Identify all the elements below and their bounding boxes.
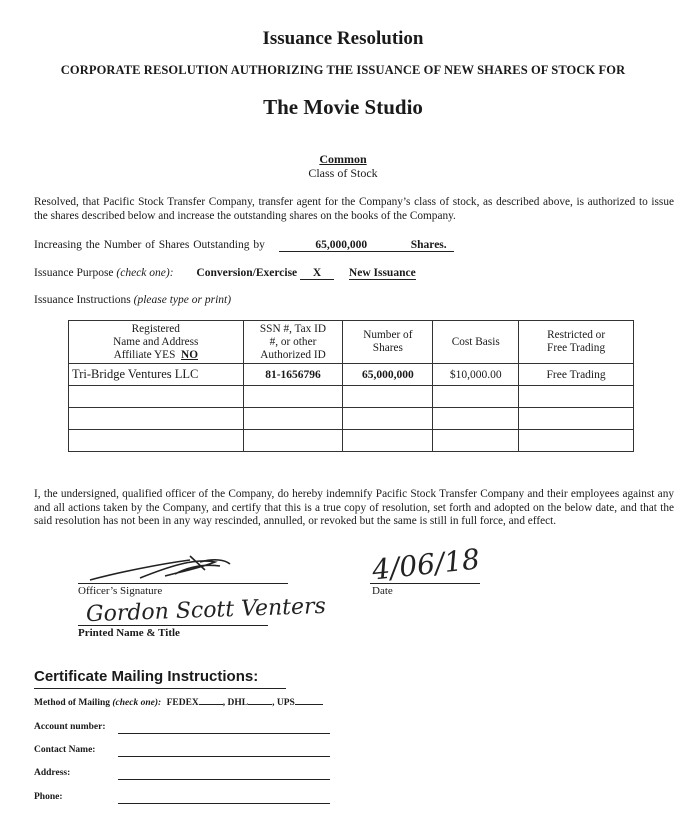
increase-label: Increasing the Number of Shares Outstanding by: [34, 239, 265, 251]
header-registered: Registered Name and Address Affiliate YES NO: [69, 321, 244, 364]
account-number-field[interactable]: [118, 733, 330, 734]
purpose-conversion-mark: X: [300, 267, 334, 280]
address-label: Address:: [34, 768, 71, 778]
officer-signature-line: [78, 583, 288, 584]
purpose-line: [34, 267, 416, 280]
table-row-empty: [69, 430, 634, 452]
contact-name-label: Contact Name:: [34, 745, 96, 755]
handwritten-date: 4/06/18: [370, 542, 482, 587]
indemnify-paragraph: I, the undersigned, qualified officer of the Company, do hereby indemnify Pacific Stock Transfer Company and their employees against any and all actions taken by the Company, and certify that this is a true copy of resolution, set forth and adopted on the below date, and that the said resolution has not been in any way rescinded, annulled, or revoked but the same is still in full force, and effect.: [34, 488, 674, 527]
purpose-label: Issuance Purpose: [34, 267, 114, 279]
phone-label: Phone:: [34, 792, 63, 802]
date-line: [370, 583, 480, 584]
issuance-table: [68, 320, 634, 452]
cell-shares: 65,000,000: [343, 364, 433, 386]
table-row: [69, 364, 634, 386]
increase-line: [34, 239, 454, 252]
cell-tax-id: 81-1656796: [243, 364, 343, 386]
increase-unit: Shares.: [404, 239, 454, 252]
stock-class-label: Class of Stock: [308, 166, 378, 180]
officer-signature-label: Officer’s Signature: [78, 585, 163, 597]
cell-name: Tri-Bridge Ventures LLC: [69, 364, 244, 386]
cell-cost-basis: $10,000.00: [433, 364, 519, 386]
table-row-empty: [69, 408, 634, 430]
stock-class: Common: [319, 152, 367, 166]
document-title: Issuance Resolution: [262, 28, 424, 49]
account-number-label: Account number:: [34, 722, 106, 732]
address-field[interactable]: [118, 779, 330, 780]
table-header-row: [69, 321, 634, 364]
resolution-subtitle: CORPORATE RESOLUTION AUTHORIZING THE ISSUANCE OF NEW SHARES OF STOCK FOR: [60, 63, 626, 77]
contact-name-field[interactable]: [118, 756, 330, 757]
header-tax-id: SSN #, Tax ID #, or other Authorized ID: [243, 321, 343, 364]
table-row-empty: [69, 386, 634, 408]
purpose-hint: (check one):: [116, 267, 174, 279]
printed-name-line: [78, 625, 268, 626]
mailing-method-line: Method of Mailing (check one): FEDEX , DHL , UPS: [34, 698, 323, 708]
purpose-option-conversion: Conversion/Exercise: [196, 267, 298, 279]
mailing-title-underline: [34, 688, 286, 689]
handwritten-printed-name: Gordon Scott Venters: [85, 593, 327, 628]
resolution-paragraph: Resolved, that Pacific Stock Transfer Company, transfer agent for the Company’s class of stock, as described above, is authorized to issue the shares described below and increase the outstanding shares on the books of the Company.: [34, 196, 674, 222]
purpose-option-new: New Issuance: [348, 267, 416, 279]
date-label: Date: [372, 585, 393, 597]
instructions-hint: (please type or print): [133, 294, 232, 306]
instructions-line: [34, 294, 231, 306]
phone-field[interactable]: [118, 803, 330, 804]
cell-trading: Free Trading: [519, 364, 634, 386]
increase-value: 65,000,000: [279, 239, 404, 252]
instructions-label: Issuance Instructions: [34, 294, 131, 306]
header-cost-basis: Cost Basis: [433, 321, 519, 364]
officer-signature-scribble: [80, 552, 300, 586]
mailing-title: Certificate Mailing Instructions:: [34, 668, 259, 685]
printed-name-label: Printed Name & Title: [78, 627, 180, 639]
header-trading: Restricted or Free Trading: [519, 321, 634, 364]
company-name: The Movie Studio: [263, 95, 423, 119]
header-shares: Number of Shares: [343, 321, 433, 364]
